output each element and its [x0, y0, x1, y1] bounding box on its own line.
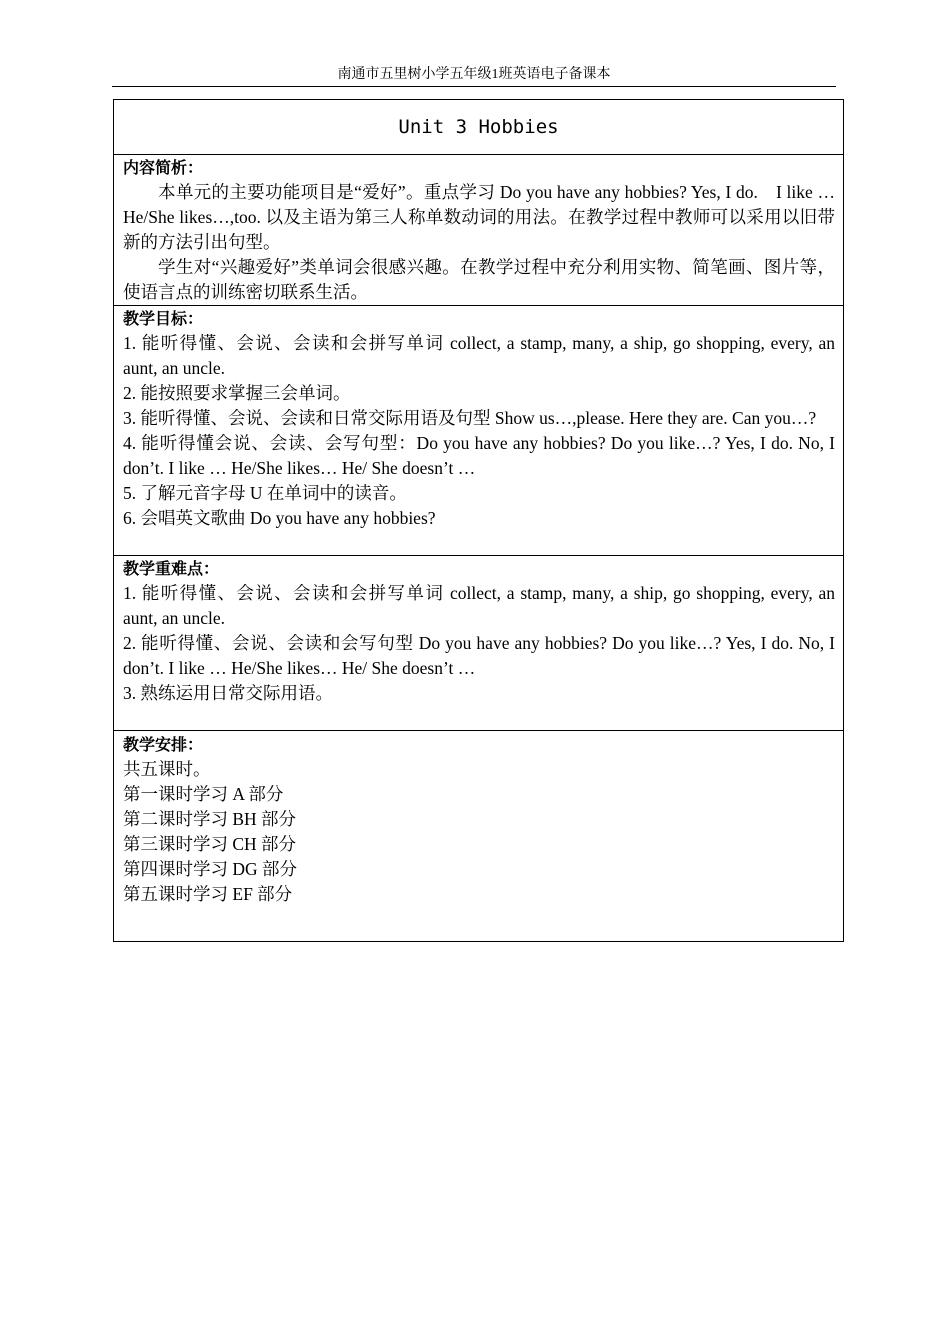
arrangement-heading: 教学安排： [123, 735, 204, 754]
content-analysis-section [114, 155, 843, 306]
arrangement-item: 第二课时学习 BH 部分 [123, 809, 297, 829]
key-points-section [114, 556, 843, 731]
key-point-item: 1. 能听得懂、会说、会读和会拼写单词 collect, a stamp, many, a ship, go shopping, every, an aunt, an uncle. [123, 583, 835, 628]
content-analysis-heading: 内容简析： [123, 158, 204, 177]
unit-title: Unit 3 Hobbies [114, 100, 843, 155]
lesson-plan-table [113, 99, 844, 942]
key-point-item: 3. 熟练运用日常交际用语。 [123, 683, 333, 703]
objective-item: 2. 能按照要求掌握三会单词。 [123, 383, 351, 403]
content-analysis-paragraph: 学生对“兴趣爱好”类单词会很感兴趣。在教学过程中充分利用实物、简笔画、图片等，使语言点的训练密切联系生活。 [123, 257, 835, 302]
objective-item: 1. 能听得懂、会说、会读和会拼写单词 collect, a stamp, many, a ship, go shopping, every, an aunt, an uncle. [123, 333, 835, 378]
arrangement-item: 共五课时。 [123, 759, 211, 779]
key-point-item: 2. 能听得懂、会说、会读和会写句型 Do you have any hobbies? Do you like…? Yes, I do. No, I don’t. I like … He/She likes… He/ She doesn’t … [123, 633, 835, 678]
objectives-heading: 教学目标： [123, 309, 204, 328]
arrangement-section [114, 731, 843, 941]
arrangement-item: 第三课时学习 CH 部分 [123, 834, 297, 854]
content-analysis-paragraph: 本单元的主要功能项目是“爱好”。重点学习 Do you have any hobbies? Yes, I do. I like … He/She likes…,too. 以及主语为第三人称单数动词的用法。在教学过程中教师可以采用以旧带新的方法引出句型。 [123, 182, 835, 252]
objective-item: 6. 会唱英文歌曲 Do you have any hobbies? [123, 508, 436, 528]
page-header: 南通市五里树小学五年级1班英语电子备课本 [112, 66, 836, 87]
arrangement-item: 第五课时学习 EF 部分 [123, 884, 293, 904]
objective-item: 3. 能听得懂、会说、会读和日常交际用语及句型 Show us…,please. Here they are. Can you…? [123, 408, 817, 428]
arrangement-item: 第一课时学习 A 部分 [123, 784, 284, 804]
objectives-section [114, 306, 843, 556]
objective-item: 4. 能听得懂会说、会读、会写句型：Do you have any hobbies? Do you like…? Yes, I do. No, I don’t. I like … He/She likes… He/ She doesn’t … [123, 433, 835, 478]
arrangement-item: 第四课时学习 DG 部分 [123, 859, 298, 879]
objective-item: 5. 了解元音字母 U 在单词中的读音。 [123, 483, 407, 503]
key-points-heading: 教学重难点： [123, 559, 220, 578]
